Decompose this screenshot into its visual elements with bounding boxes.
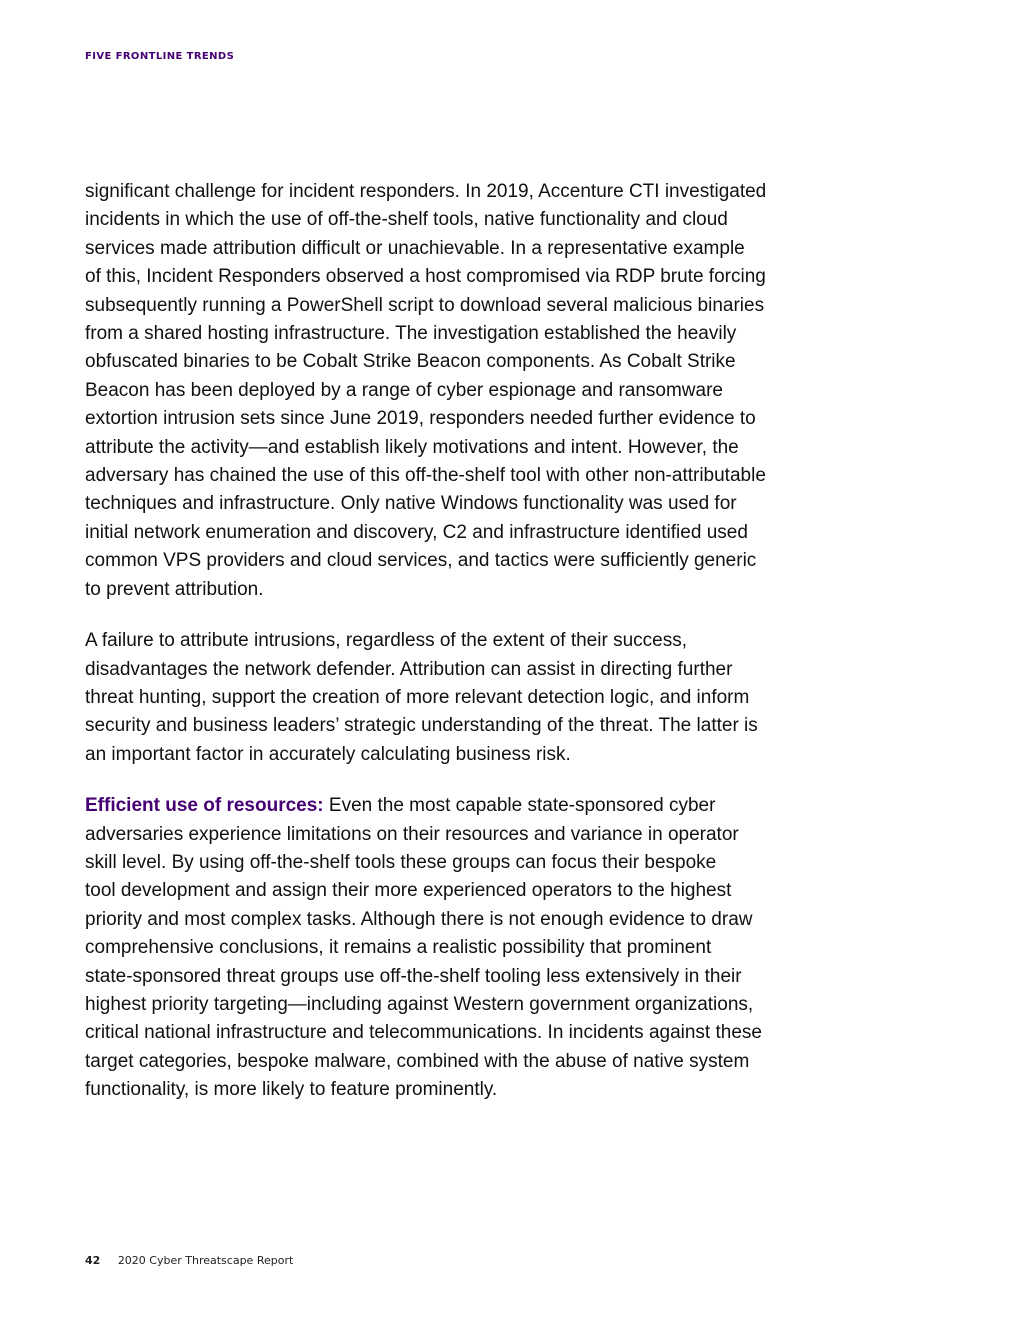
- text-line: adversary has chained the use of this off-the-shelf tool with other non-attributable: [85, 465, 766, 487]
- paragraph-attribution-example: [85, 178, 835, 604]
- text-line: of this, Incident Responders observed a host compromised via RDP brute forcing: [85, 266, 766, 288]
- text-line: to prevent attribution.: [85, 578, 264, 600]
- text-line: adversaries experience limitations on their resources and variance in operator: [85, 823, 739, 845]
- text-line: from a shared hosting infrastructure. The investigation established the heavily: [85, 323, 737, 345]
- text-line: tool development and assign their more experienced operators to the highest: [85, 880, 732, 902]
- lead-line-continuation: Even the most capable state-sponsored cyber: [323, 795, 716, 817]
- main-content: [85, 178, 835, 1128]
- text-line: disadvantages the network defender. Attribution can assist in directing further: [85, 658, 733, 680]
- text-line: subsequently running a PowerShell script to download several malicious binaries: [85, 294, 765, 316]
- text-line: attribute the activity—and establish likely motivations and intent. However, the: [85, 436, 739, 458]
- report-title: 2020 Cyber Threatscape Report: [117, 1254, 294, 1267]
- text-line: services made attribution difficult or unachievable. In a representative example: [85, 237, 745, 259]
- text-line: obfuscated binaries to be Cobalt Strike Beacon components. As Cobalt Strike: [85, 351, 736, 373]
- text-line: comprehensive conclusions, it remains a realistic possibility that prominent: [85, 937, 712, 959]
- text-line: critical national infrastructure and telecommunications. In incidents against these: [85, 1022, 762, 1044]
- text-line: priority and most complex tasks. Although there is not enough evidence to draw: [85, 908, 753, 930]
- text-line: common VPS providers and cloud services, and tactics were sufficiently generic: [85, 550, 757, 572]
- text-line: functionality, is more likely to feature prominently.: [85, 1079, 498, 1101]
- text-line: extortion intrusion sets since June 2019, responders needed further evidence to: [85, 408, 756, 430]
- page-number: 42: [85, 1254, 101, 1267]
- text-line: techniques and infrastructure. Only native Windows functionality was used for: [85, 493, 737, 515]
- text-line: A failure to attribute intrusions, regardless of the extent of their success,: [85, 630, 687, 652]
- text-line: initial network enumeration and discovery, C2 and infrastructure identified used: [85, 521, 748, 543]
- text-line: state-sponsored threat groups use off-the-shelf tooling less extensively in their: [85, 965, 742, 987]
- text-line: security and business leaders’ strategic understanding of the threat. The latter is: [85, 715, 758, 737]
- page-footer: [85, 1254, 293, 1267]
- text-line: target categories, bespoke malware, combined with the abuse of native system: [85, 1050, 750, 1072]
- text-line: highest priority targeting—including against Western government organizations,: [85, 993, 754, 1015]
- text-line: skill level. By using off-the-shelf tools these groups can focus their bespoke: [85, 851, 717, 873]
- section-header: FIVE FRONTLINE TRENDS: [85, 51, 235, 62]
- paragraph-efficient-resources: [85, 792, 835, 1104]
- text-line: significant challenge for incident responders. In 2019, Accenture CTI investigated: [85, 181, 767, 202]
- text-line: an important factor in accurately calculating business risk.: [85, 743, 571, 765]
- text-line: incidents in which the use of off-the-shelf tools, native functionality and cloud: [85, 209, 728, 231]
- text-line: [85, 792, 835, 820]
- paragraph-attribution-failure: [85, 627, 835, 769]
- text-line: threat hunting, support the creation of more relevant detection logic, and inform: [85, 686, 750, 708]
- text-line: Beacon has been deployed by a range of cyber espionage and ransomware: [85, 379, 723, 401]
- paragraph-lead-heading: Efficient use of resources:: [85, 795, 324, 817]
